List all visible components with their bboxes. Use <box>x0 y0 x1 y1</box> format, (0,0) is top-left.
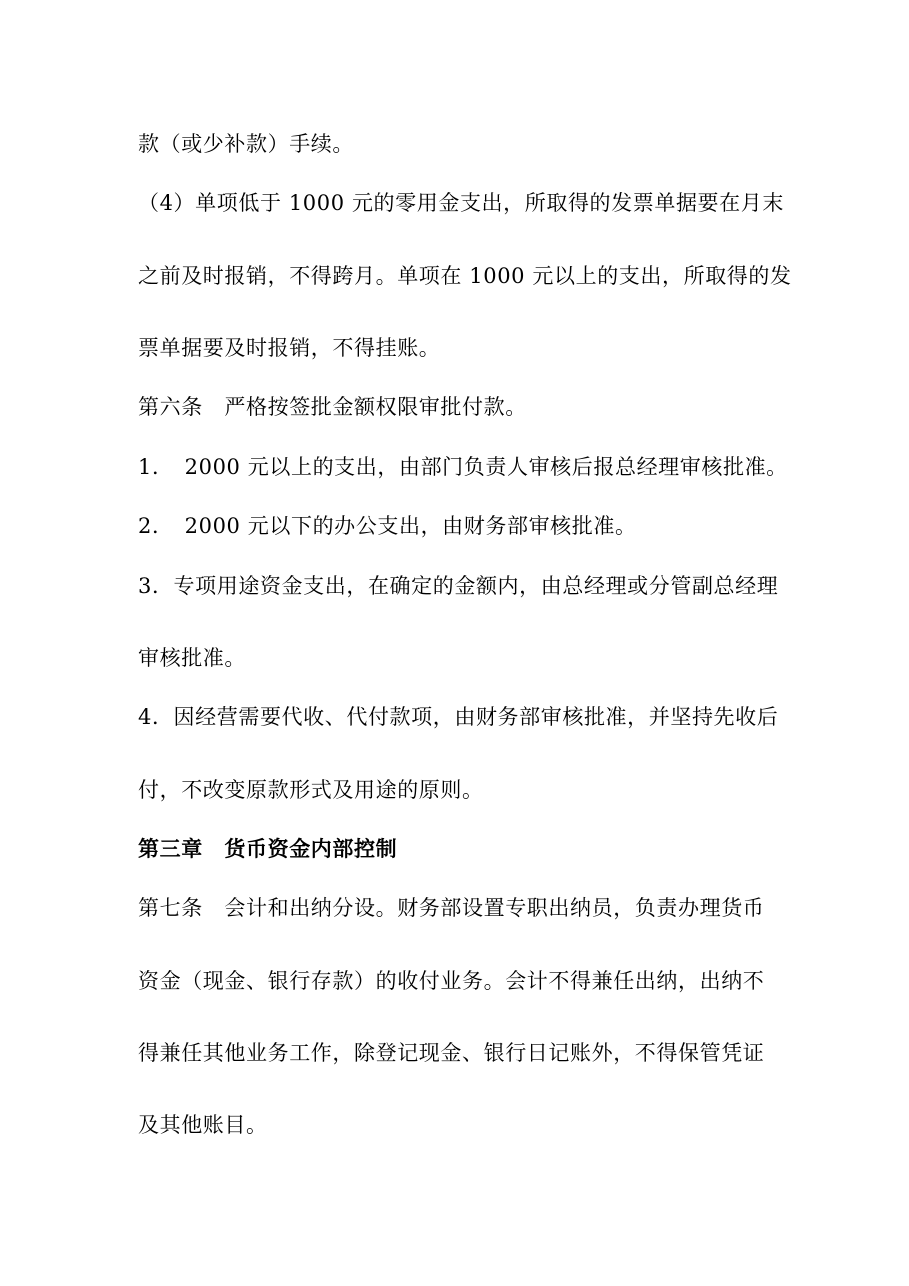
paragraph-line: 付，不改变原款形式及用途的原则。 <box>138 778 484 802</box>
list-item: 4．因经营需要代收、代付款项，由财务部审核批准，并坚持先收后 <box>138 705 779 729</box>
article-heading: 第七条 会计和出纳分设。财务部设置专职出纳员，负责办理货币 <box>138 896 765 920</box>
paragraph-line: 审核批准。 <box>138 646 246 670</box>
paragraph-line: 之前及时报销，不得跨月。单项在 1000 元以上的支出，所取得的发 <box>138 264 792 288</box>
list-item: 3．专项用途资金支出，在确定的金额内，由总经理或分管副总经理 <box>138 574 779 598</box>
paragraph-line: 票单据要及时报销，不得挂账。 <box>138 336 441 360</box>
paragraph-line: 得兼任其他业务工作，除登记现金、银行日记账外，不得保管凭证 <box>138 1041 765 1065</box>
chapter-heading: 第三章 货币资金内部控制 <box>138 837 398 861</box>
paragraph-line: 资金（现金、银行存款）的收付业务。会计不得兼任出纳，出纳不 <box>138 969 765 993</box>
list-item: 2． 2000 元以下的办公支出，由财务部审核批准。 <box>138 514 637 538</box>
paragraph-line: （4）单项低于 1000 元的零用金支出，所取得的发票单据要在月末 <box>138 191 784 215</box>
paragraph-line: 款（或少补款）手续。 <box>138 132 354 156</box>
article-heading: 第六条 严格按签批金额权限审批付款。 <box>138 395 527 419</box>
paragraph-line: 及其他账目。 <box>138 1113 268 1137</box>
list-item: 1． 2000 元以上的支出，由部门负责人审核后报总经理审核批准。 <box>138 455 788 479</box>
